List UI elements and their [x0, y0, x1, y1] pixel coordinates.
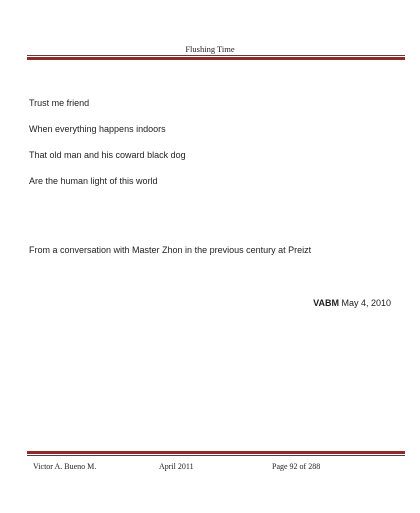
running-header-title: Flushing Time: [185, 44, 235, 54]
signature-initials: VABM: [313, 298, 339, 308]
attribution-note: From a conversation with Master Zhon in the previous century at Preizt: [29, 245, 312, 255]
footer-date: April 2011: [159, 462, 194, 471]
signature-block: [313, 298, 391, 308]
poem-line: Are the human light of this world: [29, 176, 158, 186]
footer-author: Victor A. Bueno M.: [33, 462, 97, 471]
signature-date: May 4, 2010: [341, 298, 391, 308]
footer-divider-thin: [27, 455, 405, 456]
poem-line: That old man and his coward black dog: [29, 150, 186, 160]
poem-line: When everything happens indoors: [29, 124, 166, 134]
header-divider-thin: [27, 55, 405, 56]
header-divider-thick: [27, 57, 405, 60]
poem-line: Trust me friend: [29, 98, 90, 108]
footer-divider-thick: [27, 451, 405, 454]
footer-page-number: Page 92 of 288: [272, 462, 321, 471]
